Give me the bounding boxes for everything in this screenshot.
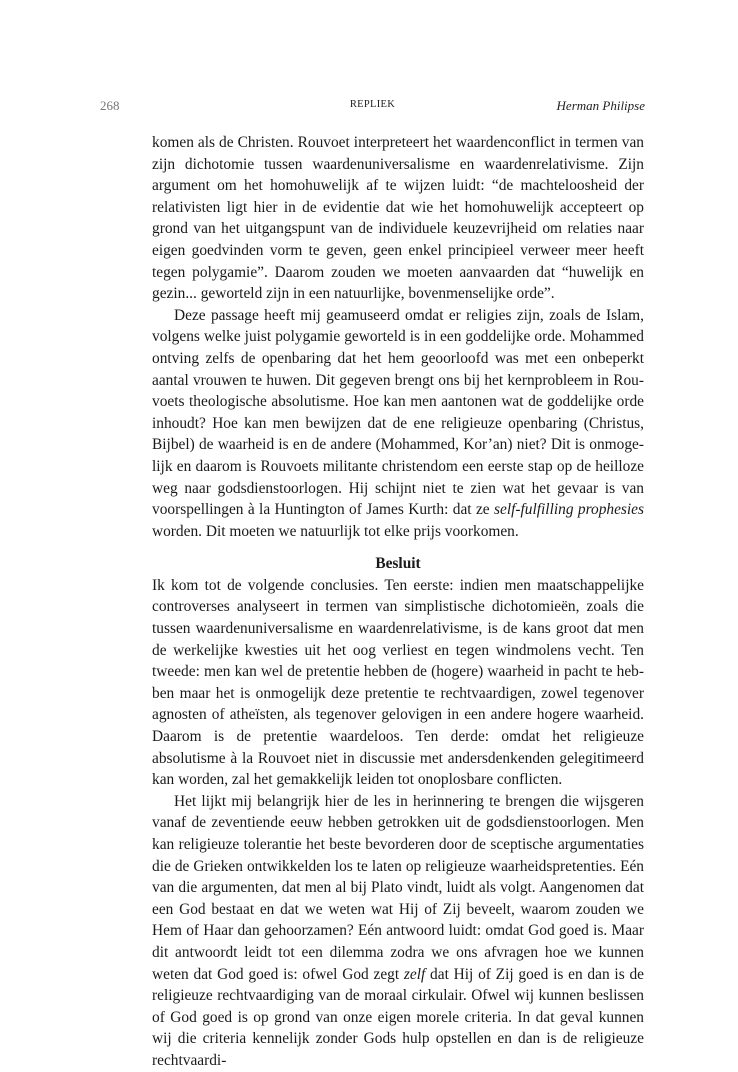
paragraph-2-text-after: worden. Dit moeten we natuurlijk tot elke prijs voorkomen. — [152, 522, 519, 540]
paragraph-2-emphasis: self-fulfilling prophesies — [494, 501, 645, 519]
paragraph-1-text: komen als de Christen. Rouvoet interpreteert het waardenconflict in termen van zijn dichotomie tussen waardenuniversalisme en waardenrelativisme. Zijn argument om het homohuwelijk af te wijzen luidt: “de machteloosheid der relativisten ligt hier in de evidentie dat wie het homohuwelijk accepteert op grond van het uitgangspunt van de individuele keuzevrijheid om relaties naar eigen goedvinden vorm te geven, geen enkel principieel verweer meer heeft tegen polygamie”. Daarom zouden we moeten aanvaarden dat “huwelijk en gezin... geworteld zijn in een natuurlijke, bovenmenselijke orde”. — [152, 134, 644, 303]
running-author: Herman Philipse — [556, 98, 645, 113]
paragraph-3 — [152, 575, 644, 791]
paragraph-4 — [152, 791, 644, 1072]
paragraph-4-text-after: dat Hij of Zij goed is en dan is de religieuze rechtvaardiging van de moraal cirkulair. Ofwel wij kunnen beslissen of God goed is op grond van onze eigen morele criteria. In dat geval kunnen wij die criteria kennelijk zonder Gods hulp opstellen en dan is de religieuze rechtvaardi- — [152, 965, 644, 1069]
paragraph-2-text-before: Deze passage heeft mij geamuseerd omdat er religies zijn, zoals de Islam, volgens welke juist polygamie geworteld is in een goddelijke orde. Mohammed ontving zelfs de openbaring dat het hem geoorloofd was met een onbeperkt aantal vrouwen te huwen. Dit gegeven brengt ons bij het kernprobleem in Rouvoets theologische absolutisme. Hoe kan men aantonen wat de goddelijke orde inhoudt? Hoe kan men bewijzen dat de ene religieuze openbaring (Christus, Bijbel) de waarheid is en de andere (Mohammed, Kor’an) niet? Dit is onmogelijk en daarom is Rouvoets militante christendom een eerste stap op de heilloze weg naar godsdienstoorlogen. Hij schijnt niet te zien wat het gevaar is van voorspellingen à la Huntington of James Kurth: dat ze — [152, 306, 644, 519]
paragraph-3-text: Ik kom tot de volgende conclusies. Ten eerste: indien men maatschappelijke controverses analyseert in termen van simplistische dichotomieën, zoals die tussen waardenuniversalisme en waardenrelativisme, is de kans groot dat men de werkelijke kwesties uit het oog verliest en tegen windmolens vecht. Ten tweede: men kan wel de pretentie hebben de (hogere) waarheid in pacht te hebben maar het is onmogelijk deze pretentie te rechtvaardigen, zowel tegenover agnosten of atheïsten, als tegenover gelovigen in een andere hogere waarheid. Daarom is de pretentie waardeloos. Ten derde: omdat het religieuze absolutisme à la Rouvoet niet in discussie met andersdenkenden gelegitimeerd kan worden, zal het gemakkelijk leiden tot onoplosbare conflicten. — [152, 576, 644, 789]
paragraph-4-emphasis: zelf — [403, 965, 426, 983]
paragraph-4-text-before: Het lijkt mij belangrijk hier de les in herinnering te brengen die wijsgeren vanaf de zeventiende eeuw hebben getrokken uit de godsdienstoorlogen. Men kan religieuze tolerantie het beste bevorderen door de sceptische argumentaties die de Grieken ontwikkelden los te laten op religieuze waarheidspretenties. Eén van die argumenten, dat men al bij Plato vindt, luidt als volgt. Aangenomen dat een God bestaat en dat we weten wat Hij of Zij beveelt, waarom zouden we Hem of Haar dan gehoorzamen? Eén antwoord luidt: omdat God goed is. Maar dit antwoordt leidt tot een dilemma zodra we ons afvragen hoe we kunnen weten dat God goed is: ofwel God zegt — [152, 792, 644, 983]
page-number: 268 — [100, 98, 120, 113]
running-header — [100, 98, 645, 118]
paragraph-1 — [152, 132, 644, 305]
running-title: REPLIEK — [349, 99, 396, 110]
body-text — [152, 132, 644, 1072]
paragraph-2 — [152, 305, 644, 543]
section-heading: Besluit — [375, 555, 421, 573]
